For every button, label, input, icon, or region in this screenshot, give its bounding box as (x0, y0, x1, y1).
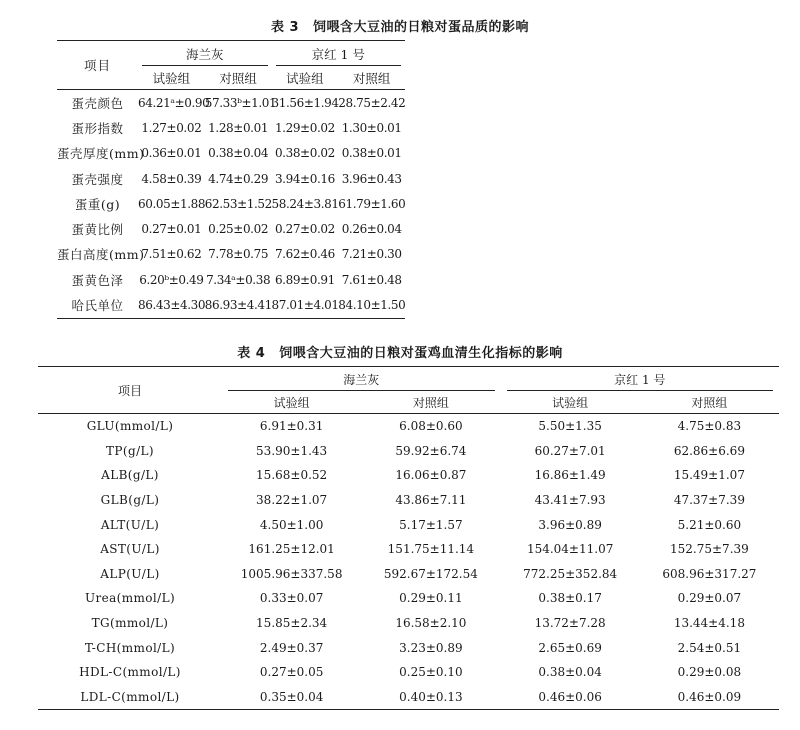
table4-cell: 161.25±12.01 (248, 542, 335, 557)
table3-row-label: 蛋壳厚度(mm) (57, 146, 145, 162)
table4-row-label: AST(U/L) (100, 542, 160, 557)
table4-row-label: ALP(U/L) (100, 566, 160, 581)
table3-cell: 0.36±0.01 (141, 146, 202, 161)
table4-item-header: 项目 (38, 367, 222, 414)
table4-row-label: HDL-C(mmol/L) (79, 665, 181, 680)
table3-cell: 84.10±1.50 (338, 292, 405, 318)
table4-row-label: TG(mmol/L) (91, 616, 169, 631)
table4-cell: 592.67±172.54 (383, 566, 478, 581)
table3-cell: 7.78±0.75 (208, 247, 269, 262)
table3-cell: 0.27±0.02 (274, 222, 335, 237)
table3-cell: 28.75±2.42 (338, 95, 406, 110)
table4-cell: 5.50±1.35 (538, 419, 602, 434)
table4-row-label: T-CH(mmol/L) (84, 640, 176, 655)
table4-cell: 0.38±0.17 (538, 591, 602, 606)
table3-cell: 0.38±0.01 (341, 146, 402, 161)
table4-cell: 152.75±7.39 (670, 542, 749, 557)
table4-cell: 43.41±7.93 (534, 493, 606, 508)
table4-row (38, 488, 779, 513)
table3-row-label: 蛋壳强度 (71, 171, 124, 187)
table3-subgroup-header: 试验组 (272, 66, 339, 90)
table3-cell: 64.21ᵃ±0.90 (138, 95, 210, 110)
table4-row (38, 537, 779, 562)
table4-cell: 4.50±1.00 (259, 517, 324, 532)
table4-row-label: GLU(mmol/L) (86, 419, 174, 434)
table4-cell: 0.29±0.08 (677, 665, 742, 680)
table4-subgroup-header: 试验组 (222, 391, 361, 414)
table4-cell: 772.25±352.84 (523, 566, 618, 581)
table3-row (57, 141, 405, 166)
table3-subgroup-header: 对照组 (205, 66, 272, 90)
table4-cell: 5.21±0.60 (677, 517, 742, 532)
table4-cell: 608.96±317.27 (662, 566, 757, 581)
table3-cell: 6.20ᵇ±0.49 (139, 272, 204, 287)
table3-subgroup-header: 对照组 (338, 66, 405, 90)
table3-cell: 1.29±0.02 (274, 120, 335, 135)
table4-cell: 6.91±0.31 (259, 419, 324, 434)
table3-row (57, 292, 405, 318)
table4-subgroup-header: 对照组 (640, 391, 779, 414)
table4-cell: 0.46±0.09 (640, 685, 779, 710)
table4-row (38, 414, 779, 439)
table3-row (57, 267, 405, 292)
table4-cell: 15.68±0.52 (256, 468, 328, 483)
table4-cell: 62.86±6.69 (673, 443, 745, 458)
table3-row-label: 蛋黄色泽 (71, 272, 124, 288)
table4-cell: 60.27±7.01 (534, 443, 606, 458)
table4-cell: 16.58±2.10 (395, 616, 467, 631)
table3-cell: 3.96±0.43 (341, 171, 402, 186)
table4-cell: 0.27±0.05 (259, 665, 324, 680)
table3-cell: 7.51±0.62 (141, 247, 202, 262)
table3-row-label: 蛋壳颜色 (71, 95, 124, 111)
table4-caption (0, 342, 800, 361)
table4-subgroup-header: 试验组 (501, 391, 640, 414)
table4-cell: 47.37±7.39 (673, 493, 745, 508)
table3-cell: 58.24±3.81 (271, 196, 339, 211)
table4-cell: 13.44±4.18 (673, 616, 745, 631)
table4-cell: 151.75±11.14 (387, 542, 475, 557)
table4-cell: 154.04±11.07 (526, 542, 614, 557)
table4-row (38, 685, 779, 710)
table4-cell: 43.86±7.11 (395, 493, 467, 508)
table4-cell: 0.29±0.07 (677, 591, 742, 606)
table4-cell: 53.90±1.43 (256, 443, 328, 458)
table4-cell: 0.33±0.07 (259, 591, 324, 606)
table3-cell: 86.93±4.41 (205, 292, 272, 318)
table3-cell: 4.74±0.29 (208, 171, 269, 186)
table4-cell: 13.72±7.28 (534, 616, 606, 631)
table3-row (57, 90, 405, 116)
table4-row (38, 635, 779, 660)
table3-cell: 87.01±4.01 (272, 292, 339, 318)
table4-cell: 15.85±2.34 (256, 616, 328, 631)
table3-cell: 0.25±0.02 (208, 222, 269, 237)
table4-cell: 1005.96±337.58 (240, 566, 343, 581)
table4 (38, 366, 779, 710)
table3-row (57, 216, 405, 241)
table4-row (38, 512, 779, 537)
table3-row-label: 蛋重(g) (74, 196, 121, 212)
table4-cell: 0.25±0.10 (399, 665, 463, 680)
table4-group-header: 京红 1 号 (501, 367, 780, 392)
table3-subgroup-header: 试验组 (138, 66, 205, 90)
table4-cell: 16.86±1.49 (534, 468, 606, 483)
table3-caption (0, 16, 800, 35)
table4-cell: 6.08±0.60 (399, 419, 463, 434)
table4-subgroup-header: 对照组 (361, 391, 500, 414)
table4-cell: 59.92±6.74 (395, 443, 467, 458)
table3-cell: 3.94±0.16 (274, 171, 335, 186)
table4-row-label: ALT(U/L) (100, 517, 160, 532)
table3-cell: 0.38±0.02 (274, 146, 335, 161)
table4-row-label: GLB(g/L) (100, 493, 160, 508)
table3-cell: 4.58±0.39 (141, 171, 202, 186)
table3-row (57, 166, 405, 191)
table3-cell: 7.61±0.48 (341, 272, 402, 287)
table4-row (38, 586, 779, 611)
table3-cell: 61.79±1.60 (338, 196, 406, 211)
table3-row (57, 242, 405, 267)
table3-row-label: 蛋黄比例 (71, 222, 124, 238)
table4-cell: 0.46±0.06 (501, 685, 640, 710)
table3-cell: 60.05±1.88 (138, 196, 206, 211)
table4-cell: 0.29±0.11 (399, 591, 463, 606)
table3-cell: 62.53±1.52 (204, 196, 272, 211)
table4-cell: 3.96±0.89 (538, 517, 602, 532)
table4-row (38, 611, 779, 636)
table3-group-header: 京红 1 号 (272, 41, 406, 67)
table3 (57, 40, 405, 319)
table4-row-label: LDL-C(mmol/L) (38, 685, 222, 710)
table4-cell: 0.38±0.04 (538, 665, 602, 680)
table3-cell: 7.34ᵃ±0.38 (206, 272, 271, 287)
table3-cell: 1.30±0.01 (341, 120, 402, 135)
table4-cell: 5.17±1.57 (399, 517, 463, 532)
table3-cell: 1.28±0.01 (208, 120, 269, 135)
table3-row (57, 115, 405, 140)
table4-cell: 15.49±1.07 (673, 468, 745, 483)
table4-body (38, 414, 779, 710)
table4-row-label: ALB(g/L) (101, 468, 159, 483)
table3-row (57, 191, 405, 216)
table3-cell: 0.38±0.04 (208, 146, 269, 161)
table4-row (38, 463, 779, 488)
table4-row (38, 562, 779, 587)
table3-group-header: 海兰灰 (138, 41, 272, 67)
table3-cell: 31.56±1.94 (271, 95, 339, 110)
table3-cell: 0.26±0.04 (341, 222, 402, 237)
table3-cell: 57.33ᵇ±1.01 (204, 95, 277, 110)
table4-cell: 3.23±0.89 (399, 640, 463, 655)
table4-cell: 16.06±0.87 (395, 468, 467, 483)
table3-cell: 6.89±0.91 (274, 272, 335, 287)
table3-cell: 86.43±4.30 (138, 292, 205, 318)
table4-cell: 2.65±0.69 (538, 640, 602, 655)
table4-cell: 0.40±0.13 (361, 685, 500, 710)
table3-cell: 0.27±0.01 (141, 222, 202, 237)
table3-label: 表 3 (270, 20, 300, 35)
table4-title: 饲喂含大豆油的日粮对蛋鸡血清生化指标的影响 (279, 346, 563, 361)
table3-row-label: 蛋白高度(mm) (57, 247, 145, 263)
table3-row-label: 蛋形指数 (71, 120, 124, 136)
table4-cell: 2.54±0.51 (677, 640, 742, 655)
table3-cell: 7.21±0.30 (341, 247, 402, 262)
table3-row-label: 哈氏单位 (57, 292, 138, 318)
table3-title: 饲喂含大豆油的日粮对蛋品质的影响 (313, 20, 530, 35)
table4-cell: 4.75±0.83 (677, 419, 742, 434)
table4-row-label: Urea(mmol/L) (84, 591, 176, 606)
table4-label: 表 4 (237, 346, 266, 361)
table3-cell: 7.62±0.46 (274, 247, 335, 262)
table4-group-header: 海兰灰 (222, 367, 501, 392)
table4-row (38, 439, 779, 464)
table3-body (57, 90, 405, 319)
table4-cell: 38.22±1.07 (256, 493, 328, 508)
table4-row (38, 660, 779, 685)
table3-cell: 1.27±0.02 (141, 120, 202, 135)
table4-cell: 0.35±0.04 (222, 685, 361, 710)
table4-row-label: TP(g/L) (106, 443, 154, 458)
table4-cell: 2.49±0.37 (259, 640, 324, 655)
table3-item-header: 项目 (57, 41, 138, 90)
